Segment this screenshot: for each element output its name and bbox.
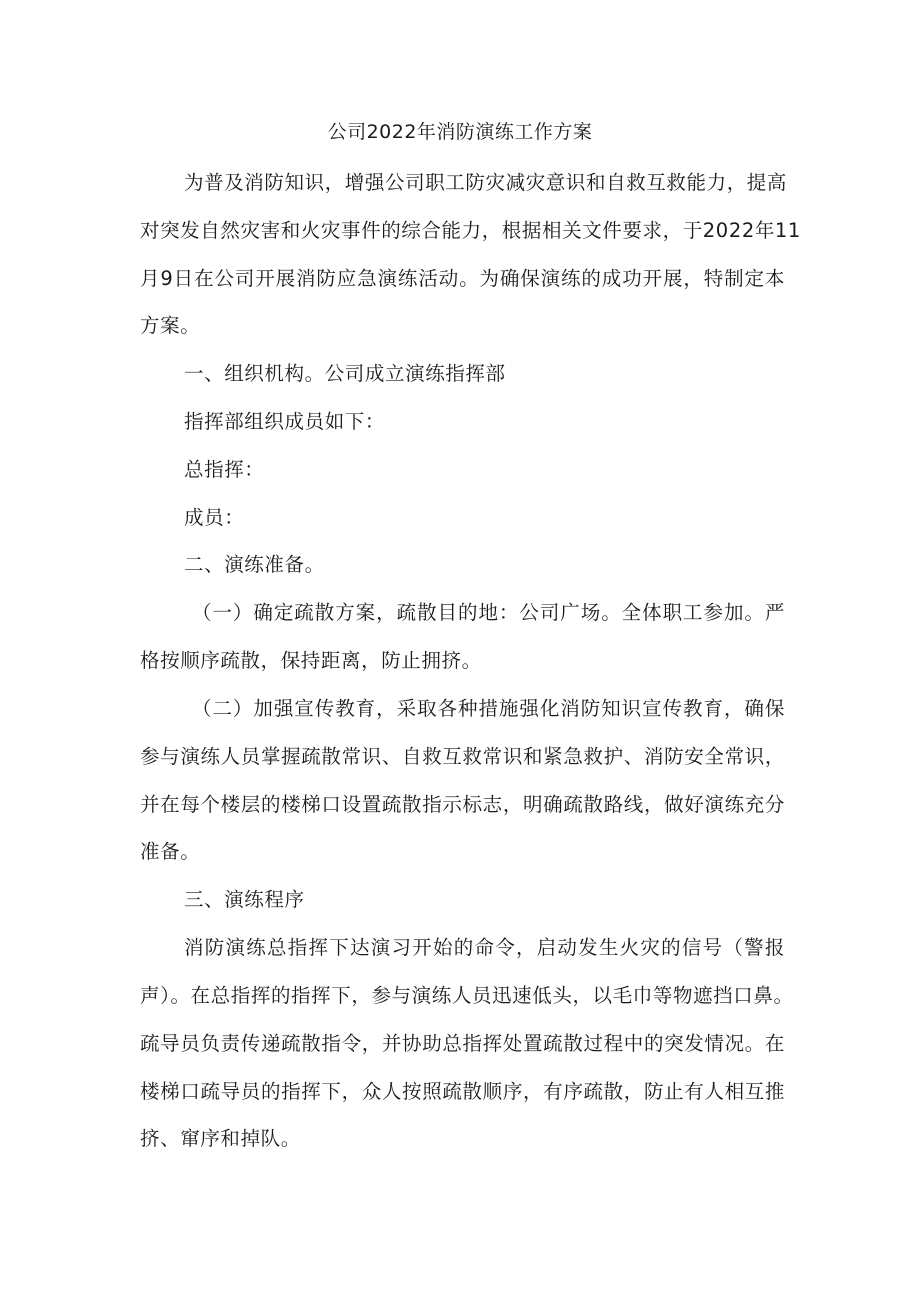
paragraph-line: （一）确定疏散方案，疏散目的地：公司广场。全体职工参加。严: [192, 601, 785, 624]
paragraph-line: 月9日在公司开展消防应急演练活动。为确保演练的成功开展，特制定本: [140, 267, 785, 290]
paragraph-line: 为普及消防知识，增强公司职工防灾减灾意识和自救互救能力，提高: [184, 171, 788, 194]
section-heading: 一、组织机构。公司成立演练指挥部: [184, 362, 506, 385]
document-title: 公司2022年消防演练工作方案: [327, 121, 593, 143]
paragraph-line: 参与演练人员掌握疏散常识、自救互救常识和紧急救护、消防安全常识，: [140, 745, 785, 768]
paragraph-line: 疏导员负责传递疏散指令，并协助总指挥处置疏散过程中的突发情况。在: [140, 1032, 785, 1055]
paragraph-line: 挤、窜序和掉队。: [140, 1127, 301, 1150]
paragraph-line: 总指挥：: [184, 458, 265, 481]
paragraph-line: （二）加强宣传教育，采取各种措施强化消防知识宣传教育，确保: [192, 697, 785, 720]
paragraph-line: 对突发自然灾害和火灾事件的综合能力，根据相关文件要求，于2022年11: [140, 219, 801, 242]
section-heading: 三、演练程序: [184, 888, 305, 911]
paragraph-line: 准备。: [140, 840, 201, 863]
paragraph-line: 消防演练总指挥下达演习开始的命令，启动发生火灾的信号（警报: [184, 936, 785, 959]
paragraph-line: 楼梯口疏导员的指挥下，众人按照疏散顺序，有序疏散，防止有人相互推: [140, 1080, 785, 1103]
paragraph-line: 指挥部组织成员如下：: [184, 410, 386, 433]
paragraph-line: 方案。: [140, 314, 201, 337]
paragraph-line: 成员：: [184, 506, 245, 529]
paragraph-line: 声）。在总指挥的指挥下，参与演练人员迅速低头，以毛巾等物遮挡口鼻。: [140, 984, 794, 1007]
section-heading: 二、演练准备。: [184, 553, 325, 576]
paragraph-line: 格按顺序疏散，保持距离，防止拥挤。: [140, 649, 482, 672]
paragraph-line: 并在每个楼层的楼梯口设置疏散指示标志，明确疏散路线，做好演练充分: [140, 793, 785, 816]
